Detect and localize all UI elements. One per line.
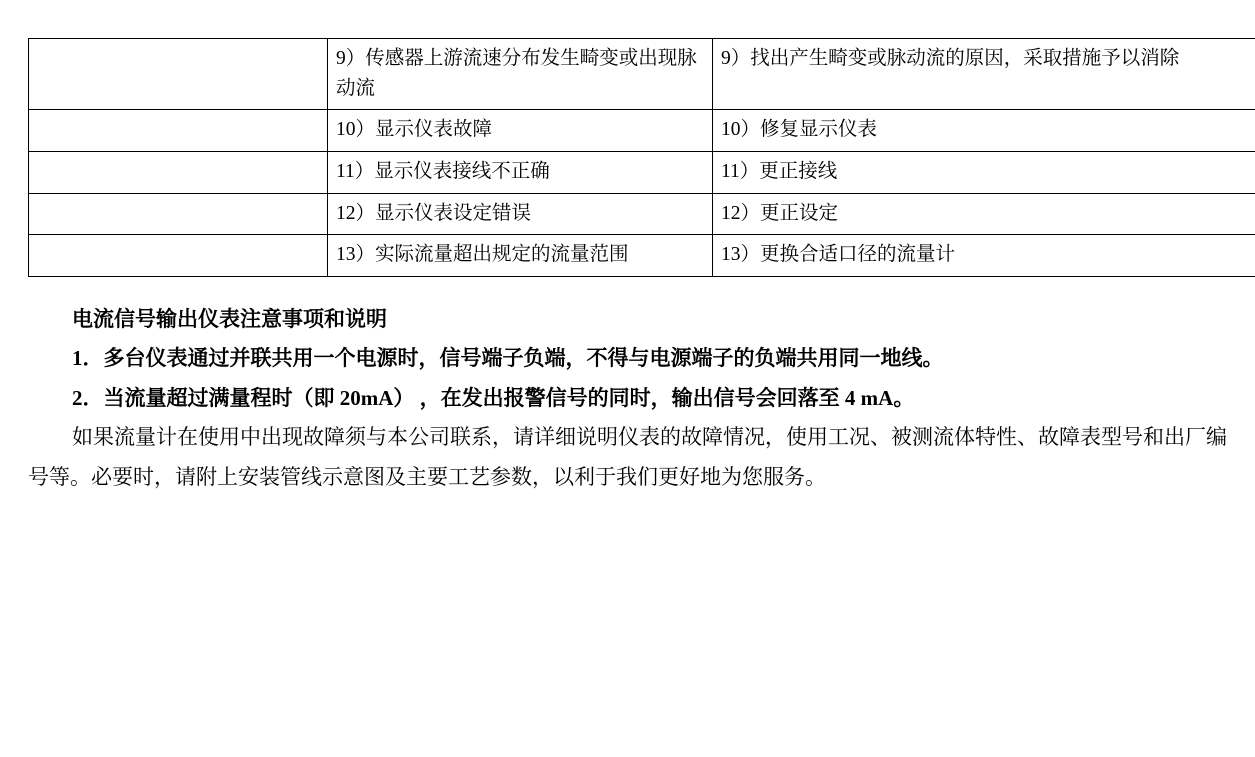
table-cell-remedy: 11）更正接线 [713,151,1255,193]
table-cell-cause [29,193,328,235]
note-item-1: 1．多台仪表通过并联共用一个电源时，信号端子负端，不得与电源端子的负端共用同一地线。 [72,346,944,371]
table-cell-fault: 11）显示仪表接线不正确 [328,151,713,193]
section-heading: 电流信号输出仪表注意事项和说明 [72,307,387,331]
closing-paragraph: 如果流量计在使用中出现故障须与本公司联系，请详细说明仪表的故障情况，使用工况、被测流体特性、故障表型号和出厂编号等。必要时，请附上安装管线示意图及主要工艺参数，以利于我们更好地为您服务。 [28,425,1227,489]
table-cell-cause [29,110,328,152]
table-cell-remedy: 12）更正设定 [713,193,1255,235]
table-cell-cause [29,151,328,193]
table-cell-fault: 13）实际流量超出规定的流量范围 [328,235,713,277]
table-cell-remedy: 13）更换合适口径的流量计 [713,235,1255,277]
body-content [28,300,1227,497]
fault-table-wrapper [28,38,1227,277]
note-item-2: 2．当流量超过满量程时（即 20mA） ，在发出报警信号的同时，输出信号会回落至 4 mA。 [72,385,915,410]
table-cell-remedy: 10）修复显示仪表 [713,110,1255,152]
table-cell-fault: 10）显示仪表故障 [328,110,713,152]
table-row [29,193,1255,235]
table-row [29,110,1255,152]
fault-table-body [29,39,1255,277]
table-cell-cause [29,39,328,110]
table-row [29,39,1255,110]
fault-table [28,38,1255,277]
table-row [29,235,1255,277]
table-cell-fault: 9）传感器上游流速分布发生畸变或出现脉动流 [328,39,713,110]
table-cell-fault: 12）显示仪表设定错误 [328,193,713,235]
table-cell-cause [29,235,328,277]
table-cell-remedy: 9）找出产生畸变或脉动流的原因，采取措施予以消除 [713,39,1255,110]
table-row [29,151,1255,193]
